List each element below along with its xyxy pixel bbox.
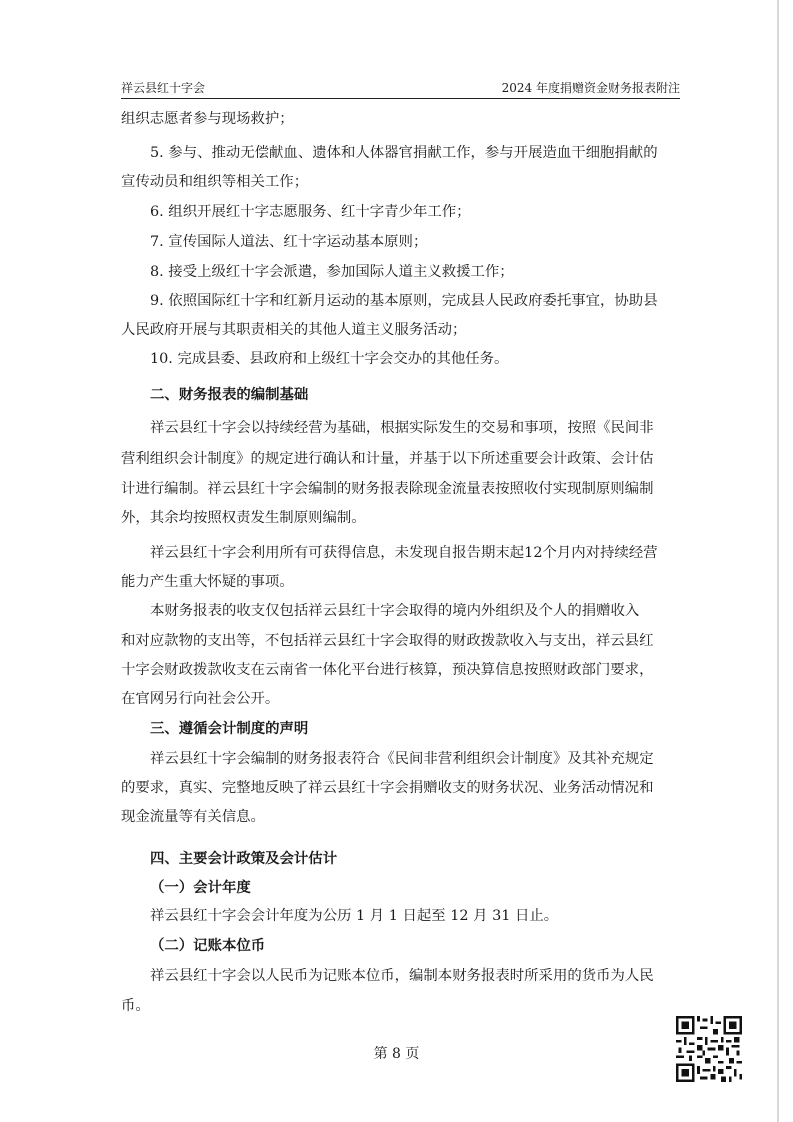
scan-edge <box>777 0 779 1122</box>
body-line: 祥云县红十字会编制的财务报表符合《民间非营利组织会计制度》及其补充规定 <box>150 751 654 767</box>
body-line: 宣传动员和组织等相关工作； <box>121 174 309 190</box>
body-line: 祥云县红十字会会计年度为公历 1 月 1 日起至 12 月 31 日止。 <box>150 908 559 924</box>
section-heading-3: 三、遵循会计制度的声明 <box>150 720 309 737</box>
body-line: 计进行编制。祥云县红十字会编制的财务报表除现金流量表按照收付实现制原则编制 <box>121 481 654 497</box>
body-line: 祥云县红十字会利用所有可获得信息，未发现自报告期末起12个月内对持续经营 <box>150 545 658 561</box>
header-org-name: 祥云县红十字会 <box>121 81 206 95</box>
body-line: 能力产生重大怀疑的事项。 <box>121 574 294 590</box>
header-rule <box>121 98 680 99</box>
list-item-8: 8. 接受上级红十字会派遣，参加国际人道主义救援工作； <box>150 264 514 280</box>
body-line: 人民政府开展与其职责相关的其他人道主义服务活动； <box>121 322 467 338</box>
subsection-heading-1: （一）会计年度 <box>150 879 251 896</box>
body-line: 十字会财政拨款收支在云南省一体化平台进行核算，预决算信息按照财政部门要求， <box>121 662 654 678</box>
body-line: 外，其余均按照权责发生制原则编制。 <box>121 510 366 526</box>
list-item-9: 9. 依照国际红十字和红新月运动的基本原则，完成县人民政府委托事宜，协助县 <box>150 293 658 309</box>
body-line: 组织志愿者参与现场救护； <box>121 111 294 127</box>
page-number: 第 8 页 <box>373 1046 420 1062</box>
body-line: 祥云县红十字会以人民币为记账本位币，编制本财务报表时所采用的货币为人民 <box>150 968 654 984</box>
body-line: 祥云县红十字会以持续经营为基础，根据实际发生的交易和事项，按照《民间非 <box>150 420 654 436</box>
header-report-title: 2024 年度捐赠资金财务报表附注 <box>501 81 680 95</box>
list-item-10: 10. 完成县委、县政府和上级红十字会交办的其他任务。 <box>150 351 509 367</box>
section-heading-2: 二、财务报表的编制基础 <box>150 386 309 403</box>
list-item-7: 7. 宣传国际人道法、红十字运动基本原则； <box>150 234 428 250</box>
qr-code-icon <box>676 1016 742 1082</box>
page-header <box>121 78 680 98</box>
body-line: 在官网另行向社会公开。 <box>121 691 280 707</box>
body-line: 营利组织会计制度》的规定进行确认和计量，并基于以下所述重要会计政策、会计估 <box>121 451 654 467</box>
section-heading-4: 四、主要会计政策及会计估计 <box>150 850 338 867</box>
body-line: 现金流量等有关信息。 <box>121 809 265 825</box>
body-line: 和对应款物的支出等，不包括祥云县红十字会取得的财政拨款收入与支出，祥云县红 <box>121 633 654 649</box>
body-line: 的要求，真实、完整地反映了祥云县红十字会捐赠收支的财务状况、业务活动情况和 <box>121 780 654 796</box>
subsection-heading-2: （二）记账本位币 <box>150 937 266 954</box>
body-line: 币。 <box>121 998 150 1014</box>
list-item-5: 5. 参与、推动无偿献血、遗体和人体器官捐献工作，参与开展造血干细胞捐献的 <box>150 145 658 161</box>
body-line: 本财务报表的收支仅包括祥云县红十字会取得的境内外组织及个人的捐赠收入 <box>150 603 640 619</box>
list-item-6: 6. 组织开展红十字志愿服务、红十字青少年工作； <box>150 204 471 220</box>
